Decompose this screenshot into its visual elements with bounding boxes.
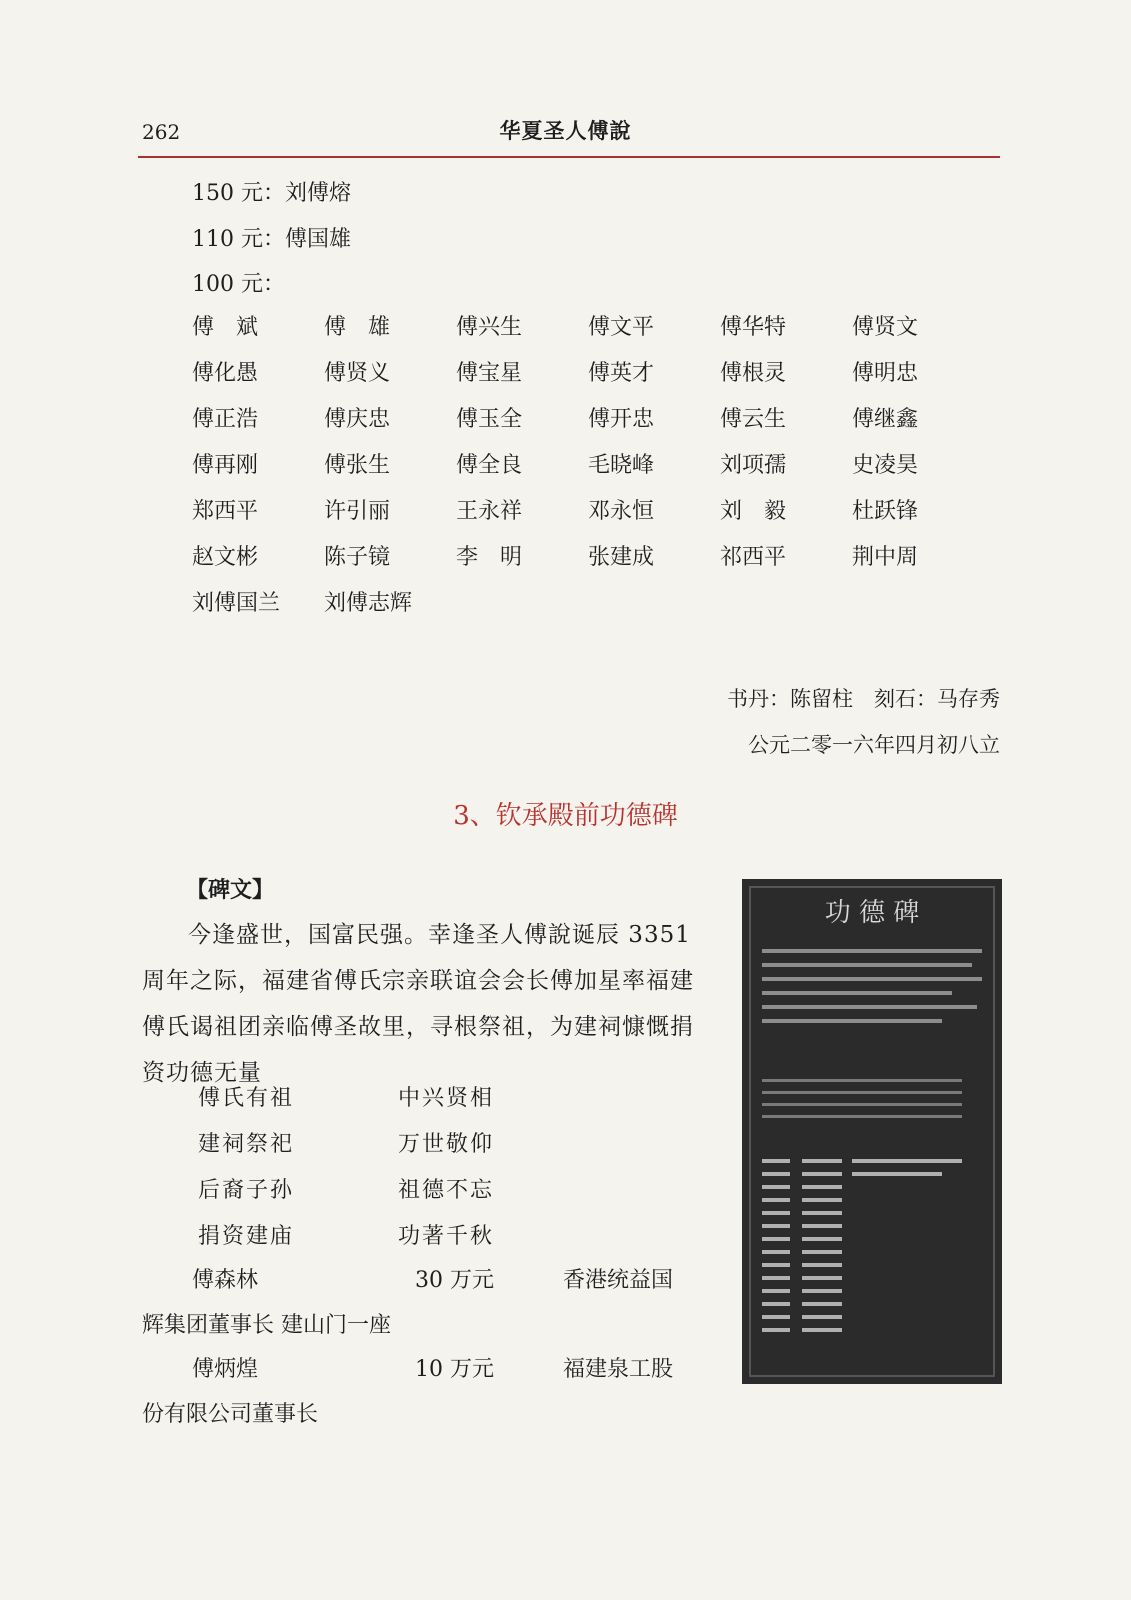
donor-name: 刘项孺 bbox=[720, 453, 787, 478]
verse-line-right: 中兴贤相 bbox=[398, 1086, 495, 1111]
major-donor-amount: 10 万元 bbox=[415, 1357, 494, 1382]
major-donor-org: 福建泉工股 bbox=[563, 1357, 674, 1382]
verse-line-left: 傅氏有祖 bbox=[198, 1086, 295, 1111]
donor-name: 傅正浩 bbox=[192, 407, 259, 432]
donor-name: 张建成 bbox=[588, 545, 655, 570]
running-title: 华夏圣人傅說 bbox=[499, 118, 632, 143]
donor-name: 王永祥 bbox=[456, 499, 523, 524]
donor-name: 傅再刚 bbox=[192, 453, 259, 478]
donor-name: 刘 毅 bbox=[720, 499, 787, 524]
donor-name: 傅庆忠 bbox=[324, 407, 391, 432]
inscription-label: 【碑文】 bbox=[186, 877, 275, 903]
donor-name: 史凌昊 bbox=[852, 453, 919, 478]
verse-line-left: 捐资建庙 bbox=[198, 1224, 295, 1249]
donor-name: 刘傅志辉 bbox=[324, 591, 413, 616]
donor-name: 邓永恒 bbox=[588, 499, 655, 524]
major-donor-amount: 30 万元 bbox=[415, 1268, 494, 1293]
major-donor-org-continued: 份有限公司董事长 bbox=[142, 1402, 319, 1427]
donor-name: 傅英才 bbox=[588, 361, 655, 386]
major-donor-org-continued: 辉集团董事长 建山门一座 bbox=[142, 1313, 391, 1338]
stele-caption: 功 德 碑 bbox=[824, 898, 920, 928]
donor-name: 毛晓峰 bbox=[588, 453, 655, 478]
donor-name: 刘傅国兰 bbox=[192, 591, 281, 616]
donor-name: 傅华特 bbox=[720, 315, 787, 340]
donor-name: 杜跃锋 bbox=[852, 499, 919, 524]
donor-name: 李 明 bbox=[456, 545, 523, 570]
donor-name: 傅 斌 bbox=[192, 315, 259, 340]
verse-line-right: 万世敬仰 bbox=[398, 1132, 495, 1157]
donation-names: 刘傅熔 bbox=[285, 181, 352, 206]
donor-name: 陈子镜 bbox=[324, 545, 391, 570]
verse-line-left: 建祠祭祀 bbox=[198, 1132, 295, 1157]
inscription-text: 今逢盛世，国富民强。幸逢圣人傅說诞辰 3351 周年之际，福建省傅氏宗亲联谊会会长傅加星率福建傅氏谒祖团亲临傅圣故里，寻根祭祖，为建祠慷慨捐资功德无量 bbox=[142, 922, 694, 1086]
verse-line-right: 祖德不忘 bbox=[398, 1178, 495, 1203]
verse-line-left: 后裔子孙 bbox=[198, 1178, 295, 1203]
donation-line bbox=[192, 176, 351, 207]
donor-name: 祁西平 bbox=[720, 545, 787, 570]
inscription-paragraph bbox=[142, 912, 702, 1096]
merit-stele-photo bbox=[742, 879, 1002, 1384]
donor-name: 傅云生 bbox=[720, 407, 787, 432]
donor-name: 郑西平 bbox=[192, 499, 259, 524]
donor-name: 傅兴生 bbox=[456, 315, 523, 340]
donation-amount: 110 元： bbox=[192, 227, 285, 252]
donation-line bbox=[192, 222, 351, 253]
donor-names-grid bbox=[192, 313, 984, 619]
donor-name: 傅根灵 bbox=[720, 361, 787, 386]
donation-amount: 150 元： bbox=[192, 181, 285, 206]
donor-name: 傅 雄 bbox=[324, 315, 391, 340]
donor-name: 傅文平 bbox=[588, 315, 655, 340]
verse-line-right: 功著千秋 bbox=[398, 1224, 495, 1249]
donor-name: 傅贤义 bbox=[324, 361, 391, 386]
section-title: 3、钦承殿前功德碑 bbox=[453, 801, 678, 831]
major-donor-name: 傅森林 bbox=[192, 1268, 259, 1293]
donor-name: 傅玉全 bbox=[456, 407, 523, 432]
major-donor-org: 香港统益国 bbox=[563, 1268, 674, 1293]
page-number: 262 bbox=[142, 120, 181, 144]
donor-name: 傅张生 bbox=[324, 453, 391, 478]
donation-line bbox=[192, 267, 285, 298]
donor-name: 傅全良 bbox=[456, 453, 523, 478]
inscription-credits: 书丹：陈留柱 刻石：马存秀 bbox=[727, 687, 1000, 711]
header-rule bbox=[138, 156, 1000, 158]
erection-date: 公元二零一六年四月初八立 bbox=[748, 733, 1000, 757]
donor-name: 傅贤文 bbox=[852, 315, 919, 340]
major-donor-name: 傅炳煌 bbox=[192, 1357, 259, 1382]
stele-image bbox=[742, 879, 1002, 1384]
donor-name: 傅宝星 bbox=[456, 361, 523, 386]
donor-name: 傅化愚 bbox=[192, 361, 259, 386]
donation-names: 傅国雄 bbox=[285, 227, 352, 252]
donor-name: 傅明忠 bbox=[852, 361, 919, 386]
donor-name: 赵文彬 bbox=[192, 545, 259, 570]
donation-amount: 100 元： bbox=[192, 272, 285, 297]
donor-name: 傅开忠 bbox=[588, 407, 655, 432]
donor-name: 许引丽 bbox=[324, 499, 391, 524]
donor-name: 傅继鑫 bbox=[852, 407, 919, 432]
donor-name: 荆中周 bbox=[852, 545, 919, 570]
